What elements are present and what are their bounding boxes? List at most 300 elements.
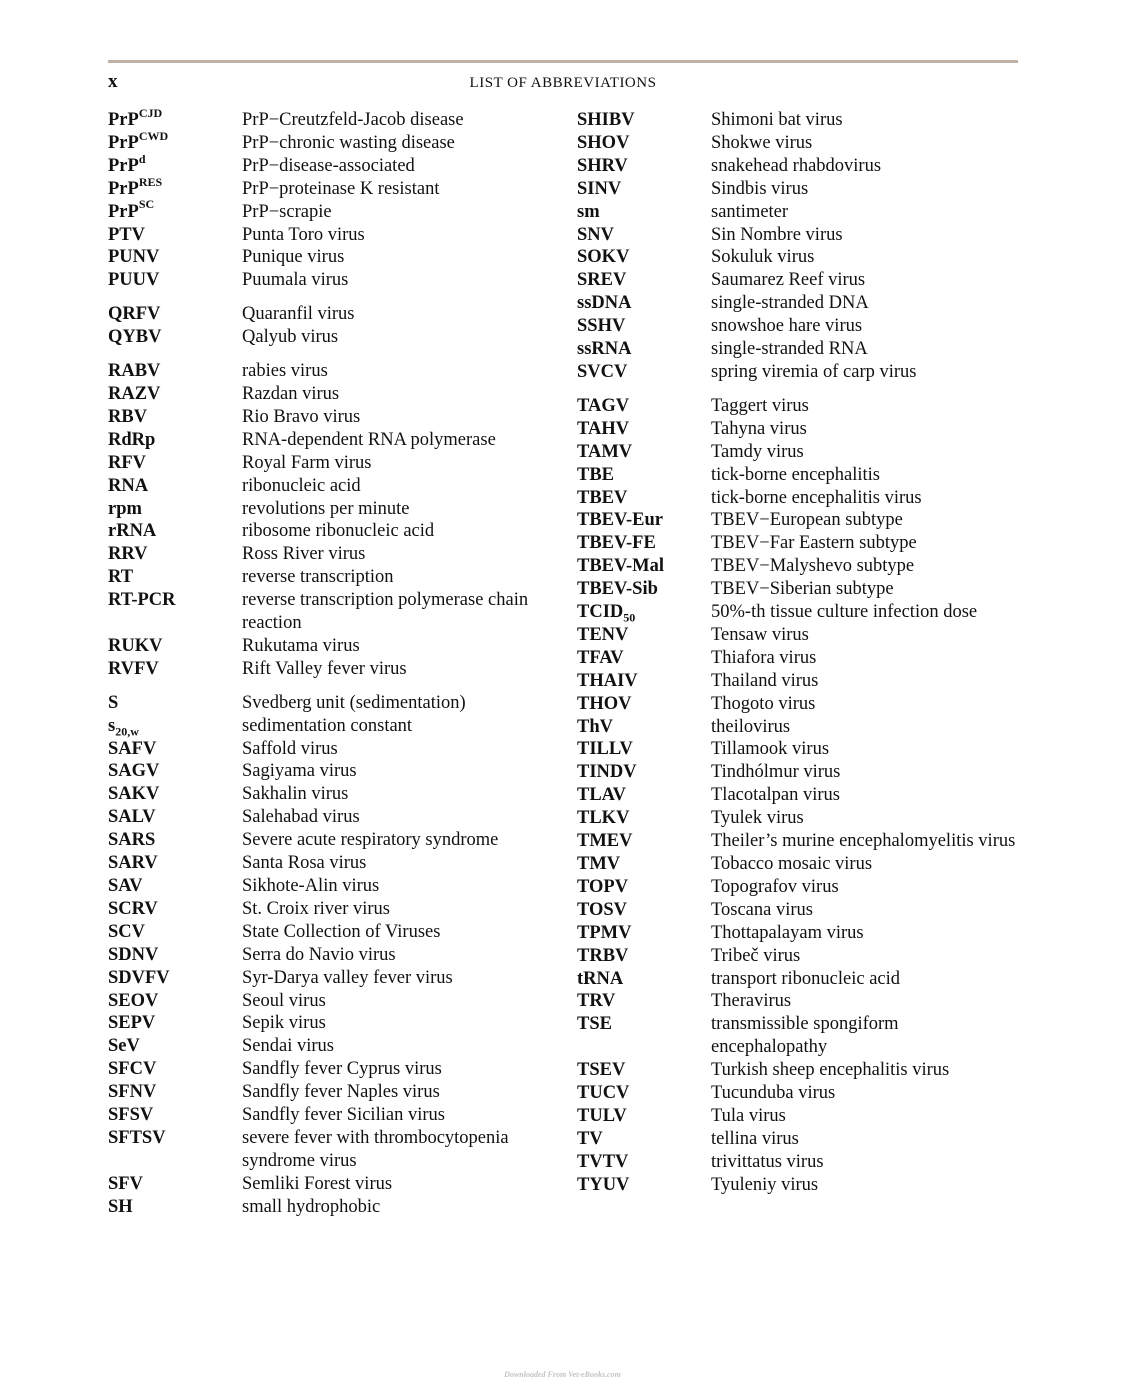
abbreviation-definition: severe fever with thrombocytopenia syndrome virus: [242, 1127, 509, 1171]
abbreviation-subscript: 20,w: [115, 724, 139, 739]
abbreviation-term: [108, 197, 242, 224]
abbreviation-definition: TBEV−Siberian subtype: [711, 579, 894, 600]
abbreviation-term: [577, 224, 711, 247]
abbreviation-entry: [577, 945, 1017, 968]
abbreviation-term-text: RABV: [108, 361, 161, 382]
abbreviation-term-text: RAZV: [108, 383, 161, 404]
abbreviation-entry: [108, 498, 568, 521]
abbreviation-entry: [108, 829, 568, 852]
abbreviation-definition: Serra do Navio virus: [242, 944, 396, 965]
abbreviation-term: [108, 806, 242, 829]
abbreviation-definition: Tamdy virus: [711, 441, 804, 462]
abbreviation-term: [577, 395, 711, 418]
abbreviation-term: [108, 967, 242, 990]
abbreviation-entry: [108, 105, 568, 132]
abbreviation-term: [108, 829, 242, 852]
abbreviation-definition: Shokwe virus: [711, 132, 813, 153]
abbreviation-term: [108, 898, 242, 921]
abbreviation-entry: [108, 875, 568, 898]
abbreviation-term-text: SFV: [108, 1173, 143, 1194]
abbreviation-term: [108, 406, 242, 429]
abbreviation-definition: reverse transcription: [242, 567, 394, 588]
abbreviation-definition: Rukutama virus: [242, 635, 360, 656]
abbreviation-term: [108, 1127, 242, 1173]
abbreviation-definition: Thogoto virus: [711, 693, 816, 714]
abbreviation-definition: Punique virus: [242, 247, 345, 268]
abbreviation-term-text: TENV: [577, 624, 629, 645]
abbreviation-definition: RNA-dependent RNA polymerase: [242, 429, 496, 450]
download-watermark: Downloaded From Vet-eBooks.com: [504, 1370, 621, 1379]
abbreviation-definition: Sandfly fever Naples virus: [242, 1082, 440, 1103]
abbreviation-definition: Tobacco mosaic virus: [711, 854, 873, 874]
abbreviation-entry: [577, 201, 1017, 224]
abbreviation-definition: TBEV−Far Eastern subtype: [711, 533, 917, 554]
abbreviation-entry: [108, 197, 568, 224]
abbreviation-definition: sedimentation constant: [242, 715, 413, 736]
abbreviation-term: [108, 452, 242, 475]
abbreviation-term: [577, 1151, 711, 1174]
abbreviation-term: [577, 807, 711, 830]
abbreviation-term-text: TUCV: [577, 1083, 630, 1104]
abbreviation-term-text: s: [108, 715, 116, 736]
abbreviation-term-text: TRV: [577, 991, 616, 1012]
abbreviation-term: [108, 875, 242, 898]
abbreviation-definition: ribosome ribonucleic acid: [242, 521, 435, 542]
abbreviation-superscript: RES: [138, 174, 163, 189]
abbreviation-term: [577, 269, 711, 292]
abbreviation-entry: [577, 1151, 1017, 1174]
abbreviation-term: [577, 670, 711, 693]
abbreviation-term: [577, 246, 711, 269]
abbreviation-term: [108, 658, 242, 681]
abbreviation-term: [108, 1081, 242, 1104]
abbreviation-term: [577, 693, 711, 716]
abbreviation-term: [577, 487, 711, 510]
abbreviation-definition: PrP−Creutzfeld-Jacob disease: [242, 110, 464, 130]
abbreviation-entry: [108, 635, 568, 658]
abbreviation-term: [577, 647, 711, 670]
abbreviation-entry: [108, 921, 568, 944]
abbreviation-term: [577, 876, 711, 899]
abbreviation-term-text: rpm: [108, 498, 142, 519]
abbreviation-entry: [577, 693, 1017, 716]
abbreviation-term: [108, 1173, 242, 1196]
abbreviation-entry: [108, 269, 568, 292]
abbreviation-definition: Punta Toro virus: [242, 224, 365, 245]
abbreviation-term: [577, 578, 711, 601]
abbreviation-entry: [577, 555, 1017, 578]
abbreviation-term-text: RBV: [108, 406, 148, 427]
abbreviation-definition: TBEV−European subtype: [711, 510, 903, 531]
abbreviation-term: [577, 716, 711, 739]
abbreviation-entry: [577, 670, 1017, 693]
abbreviation-entry: [577, 464, 1017, 487]
abbreviation-definition: Svedberg unit (sedimentation): [242, 692, 466, 713]
abbreviation-term: [577, 601, 711, 624]
abbreviation-term: [577, 441, 711, 464]
abbreviation-entry: [108, 174, 568, 201]
abbreviation-entry: [108, 658, 568, 681]
abbreviation-term-text: TCID: [577, 602, 624, 623]
abbreviation-definition: ribonucleic acid: [242, 475, 361, 496]
abbreviation-column-left: [108, 105, 568, 1219]
abbreviation-term: [108, 783, 242, 806]
abbreviation-definition: Qalyub virus: [242, 327, 339, 348]
abbreviation-definition: Tindhólmur virus: [711, 762, 841, 783]
abbreviation-term: [577, 109, 711, 132]
abbreviation-entry: [577, 968, 1017, 991]
abbreviation-entry: [108, 303, 568, 326]
abbreviation-term-text: TBEV: [577, 487, 628, 508]
abbreviation-term-text: TILLV: [577, 739, 633, 760]
abbreviation-term: [577, 761, 711, 784]
abbreviation-entry: [577, 738, 1017, 761]
abbreviation-term-text: PrP: [108, 110, 139, 130]
abbreviation-definition: single-stranded DNA: [711, 293, 869, 314]
abbreviation-term: [577, 418, 711, 441]
abbreviation-entry: [577, 1105, 1017, 1128]
abbreviation-entry: [577, 269, 1017, 292]
abbreviation-entry: [577, 601, 1017, 624]
abbreviation-superscript: CJD: [138, 105, 163, 120]
abbreviation-definition: Salehabad virus: [242, 807, 360, 828]
abbreviation-entry: [577, 899, 1017, 922]
abbreviation-definition: Shimoni bat virus: [711, 110, 843, 130]
abbreviation-term: [577, 201, 711, 224]
abbreviation-definition: revolutions per minute: [242, 498, 410, 519]
abbreviation-entry: [108, 898, 568, 921]
abbreviation-term-text: TBEV-Eur: [577, 510, 664, 531]
abbreviation-term: [577, 292, 711, 315]
abbreviation-term: [108, 224, 242, 247]
abbreviation-term-text: TAMV: [577, 441, 633, 462]
abbreviation-definition: Puumala virus: [242, 270, 349, 291]
abbreviation-entry: [577, 1059, 1017, 1082]
abbreviation-definition: Topografov virus: [711, 876, 839, 897]
abbreviation-term: [577, 1105, 711, 1128]
abbreviation-entry: [108, 520, 568, 543]
abbreviation-term-text: PTV: [108, 224, 145, 245]
abbreviation-definition: Razdan virus: [242, 383, 340, 404]
abbreviation-term: [577, 1082, 711, 1105]
abbreviation-term-text: TPMV: [577, 922, 632, 943]
abbreviation-term-text: RT: [108, 567, 134, 588]
abbreviation-definition: Theiler’s murine encephalomyelitis virus: [711, 831, 1016, 852]
abbreviation-term-text: sm: [577, 201, 600, 222]
abbreviation-term-text: TYUV: [577, 1174, 630, 1195]
abbreviation-term: [108, 1012, 242, 1035]
abbreviation-definition: Tyulek virus: [711, 808, 804, 829]
abbreviation-entry: [577, 315, 1017, 338]
abbreviation-term-text: TBEV-Mal: [577, 556, 665, 577]
abbreviation-definition: rabies virus: [242, 361, 328, 382]
abbreviation-term: [108, 151, 242, 178]
abbreviation-term-text: SARS: [108, 830, 156, 851]
abbreviation-subscript: 50: [623, 610, 636, 625]
abbreviation-entry: [108, 566, 568, 589]
abbreviation-entry: [108, 1035, 568, 1058]
abbreviation-entry: [108, 543, 568, 566]
abbreviation-term: [577, 624, 711, 647]
abbreviation-term: [577, 945, 711, 968]
abbreviation-term: [577, 830, 711, 853]
abbreviation-term-text: TSEV: [577, 1060, 626, 1081]
abbreviation-term-text: ThV: [577, 716, 613, 737]
abbreviation-term-text: SHRV: [577, 155, 628, 176]
abbreviation-definition: Santa Rosa virus: [242, 853, 367, 874]
header-rule: [108, 60, 1018, 63]
abbreviation-term: [577, 1013, 711, 1059]
abbreviation-entry: [577, 246, 1017, 269]
abbreviation-term: [108, 269, 242, 292]
abbreviation-entry: [108, 783, 568, 806]
abbreviation-definition: spring viremia of carp virus: [711, 361, 917, 382]
abbreviation-term-text: SOKV: [577, 247, 630, 268]
abbreviation-term-text: SALV: [108, 807, 156, 828]
abbreviation-definition: Tensaw virus: [711, 624, 809, 645]
abbreviation-definition: tick-borne encephalitis: [711, 464, 881, 485]
abbreviation-entry: [577, 1013, 1017, 1059]
abbreviation-entry: [577, 1174, 1017, 1197]
abbreviation-definition: Tucunduba virus: [711, 1083, 836, 1104]
abbreviation-term: [108, 921, 242, 944]
abbreviation-entry: [108, 1196, 568, 1219]
abbreviation-term-text: SAFV: [108, 738, 157, 759]
abbreviation-term-text: RdRp: [108, 429, 156, 450]
abbreviation-term-text: SFNV: [108, 1082, 157, 1103]
abbreviation-term-text: RUKV: [108, 635, 163, 656]
abbreviation-term-text: TINDV: [577, 762, 637, 783]
abbreviation-term-text: TAHV: [577, 418, 630, 439]
abbreviation-term-text: SH: [108, 1196, 133, 1217]
abbreviation-term: [108, 475, 242, 498]
abbreviation-term-text: TRBV: [577, 945, 629, 966]
abbreviation-definition: PrP−disease-associated: [242, 155, 415, 176]
abbreviation-term-text: ssDNA: [577, 293, 632, 314]
abbreviation-entry: [108, 1104, 568, 1127]
abbreviation-entry: [108, 326, 568, 349]
abbreviation-term: [108, 383, 242, 406]
abbreviation-entry: [108, 128, 568, 155]
abbreviation-term-text: TULV: [577, 1105, 627, 1126]
abbreviation-entry: [577, 853, 1017, 876]
abbreviation-entry: [108, 692, 568, 715]
abbreviation-entry: [108, 475, 568, 498]
abbreviation-term: [577, 1128, 711, 1151]
abbreviation-entry: [577, 1128, 1017, 1151]
abbreviation-definition: Turkish sheep encephalitis virus: [711, 1060, 950, 1081]
abbreviation-definition: reverse transcription polymerase chain reaction: [242, 590, 529, 634]
abbreviation-term: [577, 1174, 711, 1197]
abbreviation-term: [108, 520, 242, 543]
abbreviation-term-text: TBEV-FE: [577, 533, 656, 554]
abbreviation-entry: [108, 406, 568, 429]
abbreviation-term: [577, 178, 711, 201]
abbreviation-term-text: TAGV: [577, 395, 630, 416]
abbreviation-entry: [577, 361, 1017, 384]
abbreviation-term-text: ssRNA: [577, 339, 632, 360]
abbreviation-entry: [577, 338, 1017, 361]
abbreviation-term-text: QRFV: [108, 304, 161, 325]
abbreviation-entry: [577, 487, 1017, 510]
abbreviation-definition: snakehead rhabdovirus: [711, 155, 882, 176]
abbreviation-term-text: THOV: [577, 693, 632, 714]
abbreviation-definition: St. Croix river virus: [242, 898, 390, 919]
abbreviation-term: [108, 303, 242, 326]
abbreviation-entry: [108, 246, 568, 269]
abbreviation-definition: Ross River virus: [242, 544, 366, 565]
abbreviation-term: [108, 1058, 242, 1081]
abbreviation-term-text: SAGV: [108, 761, 160, 782]
abbreviation-entry: [108, 224, 568, 247]
running-title: LIST OF ABBREVIATIONS: [469, 75, 657, 91]
abbreviation-term: [108, 692, 242, 715]
abbreviation-entry: [108, 1173, 568, 1196]
abbreviation-entry: [577, 441, 1017, 464]
abbreviation-term: [108, 128, 242, 155]
abbreviation-entry: [577, 922, 1017, 945]
abbreviation-definition: Seoul virus: [242, 990, 326, 1011]
abbreviation-term: [108, 246, 242, 269]
abbreviation-term-text: S: [108, 692, 119, 713]
abbreviation-entry: [577, 647, 1017, 670]
abbreviation-term-text: SNV: [577, 224, 615, 245]
abbreviation-term-text: RRV: [108, 544, 148, 565]
abbreviation-column-right: [577, 109, 1017, 1197]
abbreviation-term: [108, 174, 242, 201]
abbreviation-term-text: SFTSV: [108, 1127, 166, 1148]
abbreviation-term: [577, 1059, 711, 1082]
abbreviation-entry: [577, 224, 1017, 247]
abbreviation-definition: tick-borne encephalitis virus: [711, 487, 922, 508]
abbreviation-term: [108, 498, 242, 521]
abbreviation-definition: Sin Nombre virus: [711, 224, 843, 245]
abbreviation-term-text: SFSV: [108, 1105, 154, 1126]
abbreviation-definition: Toscana virus: [711, 899, 813, 920]
abbreviation-entry: [577, 716, 1017, 739]
abbreviation-entry: [108, 760, 568, 783]
abbreviation-entry: [577, 532, 1017, 555]
abbreviation-entry: [577, 155, 1017, 178]
abbreviation-term: [577, 968, 711, 991]
abbreviation-term-text: SREV: [577, 270, 627, 291]
abbreviation-term-text: RT-PCR: [108, 590, 176, 611]
abbreviation-definition: Semliki Forest virus: [242, 1173, 393, 1194]
abbreviation-definition: Sindbis virus: [711, 178, 809, 199]
abbreviation-term-text: TOSV: [577, 899, 628, 920]
abbreviation-term-text: SSHV: [577, 316, 626, 337]
abbreviation-term: [108, 715, 242, 738]
abbreviation-entry: [577, 395, 1017, 418]
abbreviation-entry: [577, 418, 1017, 441]
abbreviation-term-text: PrP: [108, 132, 139, 153]
abbreviation-definition: TBEV−Malyshevo subtype: [711, 556, 915, 577]
abbreviation-definition: PrP−scrapie: [242, 201, 332, 222]
abbreviation-term-text: SeV: [108, 1036, 140, 1057]
abbreviation-term: [108, 990, 242, 1013]
abbreviation-term: [108, 105, 242, 132]
abbreviation-entry: [108, 383, 568, 406]
abbreviation-entry: [577, 624, 1017, 647]
abbreviation-entry: [108, 1058, 568, 1081]
abbreviation-definition: Severe acute respiratory syndrome: [242, 830, 499, 851]
abbreviation-definition: Saffold virus: [242, 738, 338, 759]
abbreviation-definition: Quaranfil virus: [242, 304, 355, 325]
abbreviation-definition: snowshoe hare virus: [711, 316, 863, 337]
abbreviation-entry: [108, 1081, 568, 1104]
abbreviation-entry: [108, 990, 568, 1013]
abbreviation-definition: santimeter: [711, 201, 789, 222]
abbreviation-term-text: TMEV: [577, 831, 633, 852]
abbreviation-definition: Sakhalin virus: [242, 784, 349, 805]
abbreviation-term: [577, 922, 711, 945]
abbreviation-term-text: TSE: [577, 1014, 612, 1035]
abbreviation-entry: [577, 109, 1017, 132]
abbreviation-term-text: SFCV: [108, 1059, 157, 1080]
abbreviation-entry: [577, 761, 1017, 784]
abbreviation-term: [577, 509, 711, 532]
abbreviation-definition: Saumarez Reef virus: [711, 270, 866, 291]
abbreviation-term-text: SAKV: [108, 784, 160, 805]
abbreviation-term: [577, 361, 711, 384]
abbreviation-term: [108, 589, 242, 635]
abbreviation-entry: [108, 589, 568, 635]
abbreviation-definition: Sikhote-Alin virus: [242, 876, 380, 896]
abbreviation-definition: single-stranded RNA: [711, 339, 868, 360]
abbreviation-entry: [577, 292, 1017, 315]
abbreviation-entry: [577, 807, 1017, 830]
abbreviation-term: [108, 1035, 242, 1058]
abbreviation-entry: [108, 944, 568, 967]
abbreviation-definition: Thottapalayam virus: [711, 922, 864, 943]
abbreviation-definition: PrP−chronic wasting disease: [242, 132, 455, 153]
abbreviation-definition: Tlacotalpan virus: [711, 785, 840, 806]
abbreviation-term: [108, 543, 242, 566]
abbreviation-entry: [108, 738, 568, 761]
abbreviation-entry: [108, 967, 568, 990]
abbreviation-definition: Royal Farm virus: [242, 452, 372, 473]
abbreviation-term: [577, 784, 711, 807]
abbreviation-term: [108, 760, 242, 783]
abbreviation-term: [577, 555, 711, 578]
abbreviation-term: [108, 429, 242, 452]
abbreviation-term-text: PUNV: [108, 247, 160, 268]
abbreviation-definition: Thiafora virus: [711, 647, 817, 668]
abbreviation-definition: Rift Valley fever virus: [242, 658, 407, 679]
abbreviation-definition: PrP−proteinase K resistant: [242, 178, 440, 199]
abbreviation-term: [577, 738, 711, 761]
abbreviation-term: [108, 326, 242, 349]
abbreviation-term-text: rRNA: [108, 521, 157, 542]
abbreviation-term: [108, 944, 242, 967]
abbreviation-term-text: THAIV: [577, 670, 638, 691]
abbreviation-entry: [108, 360, 568, 383]
abbreviation-entry: [108, 1012, 568, 1035]
abbreviation-term-text: TV: [577, 1128, 603, 1149]
abbreviation-term-text: SVCV: [577, 361, 628, 382]
abbreviation-term: [108, 566, 242, 589]
abbreviation-definition: trivittatus virus: [711, 1151, 824, 1172]
abbreviation-entry: [577, 830, 1017, 853]
abbreviation-term-text: SEPV: [108, 1013, 156, 1034]
abbreviation-definition: Thailand virus: [711, 670, 819, 691]
abbreviation-definition: Sendai virus: [242, 1036, 334, 1057]
abbreviation-entry: [577, 876, 1017, 899]
abbreviation-definition: Sandfly fever Cyprus virus: [242, 1059, 442, 1080]
abbreviation-definition: transport ribonucleic acid: [711, 968, 901, 989]
abbreviation-definition: theilovirus: [711, 716, 791, 737]
abbreviation-definition: Tribeč virus: [711, 945, 801, 966]
